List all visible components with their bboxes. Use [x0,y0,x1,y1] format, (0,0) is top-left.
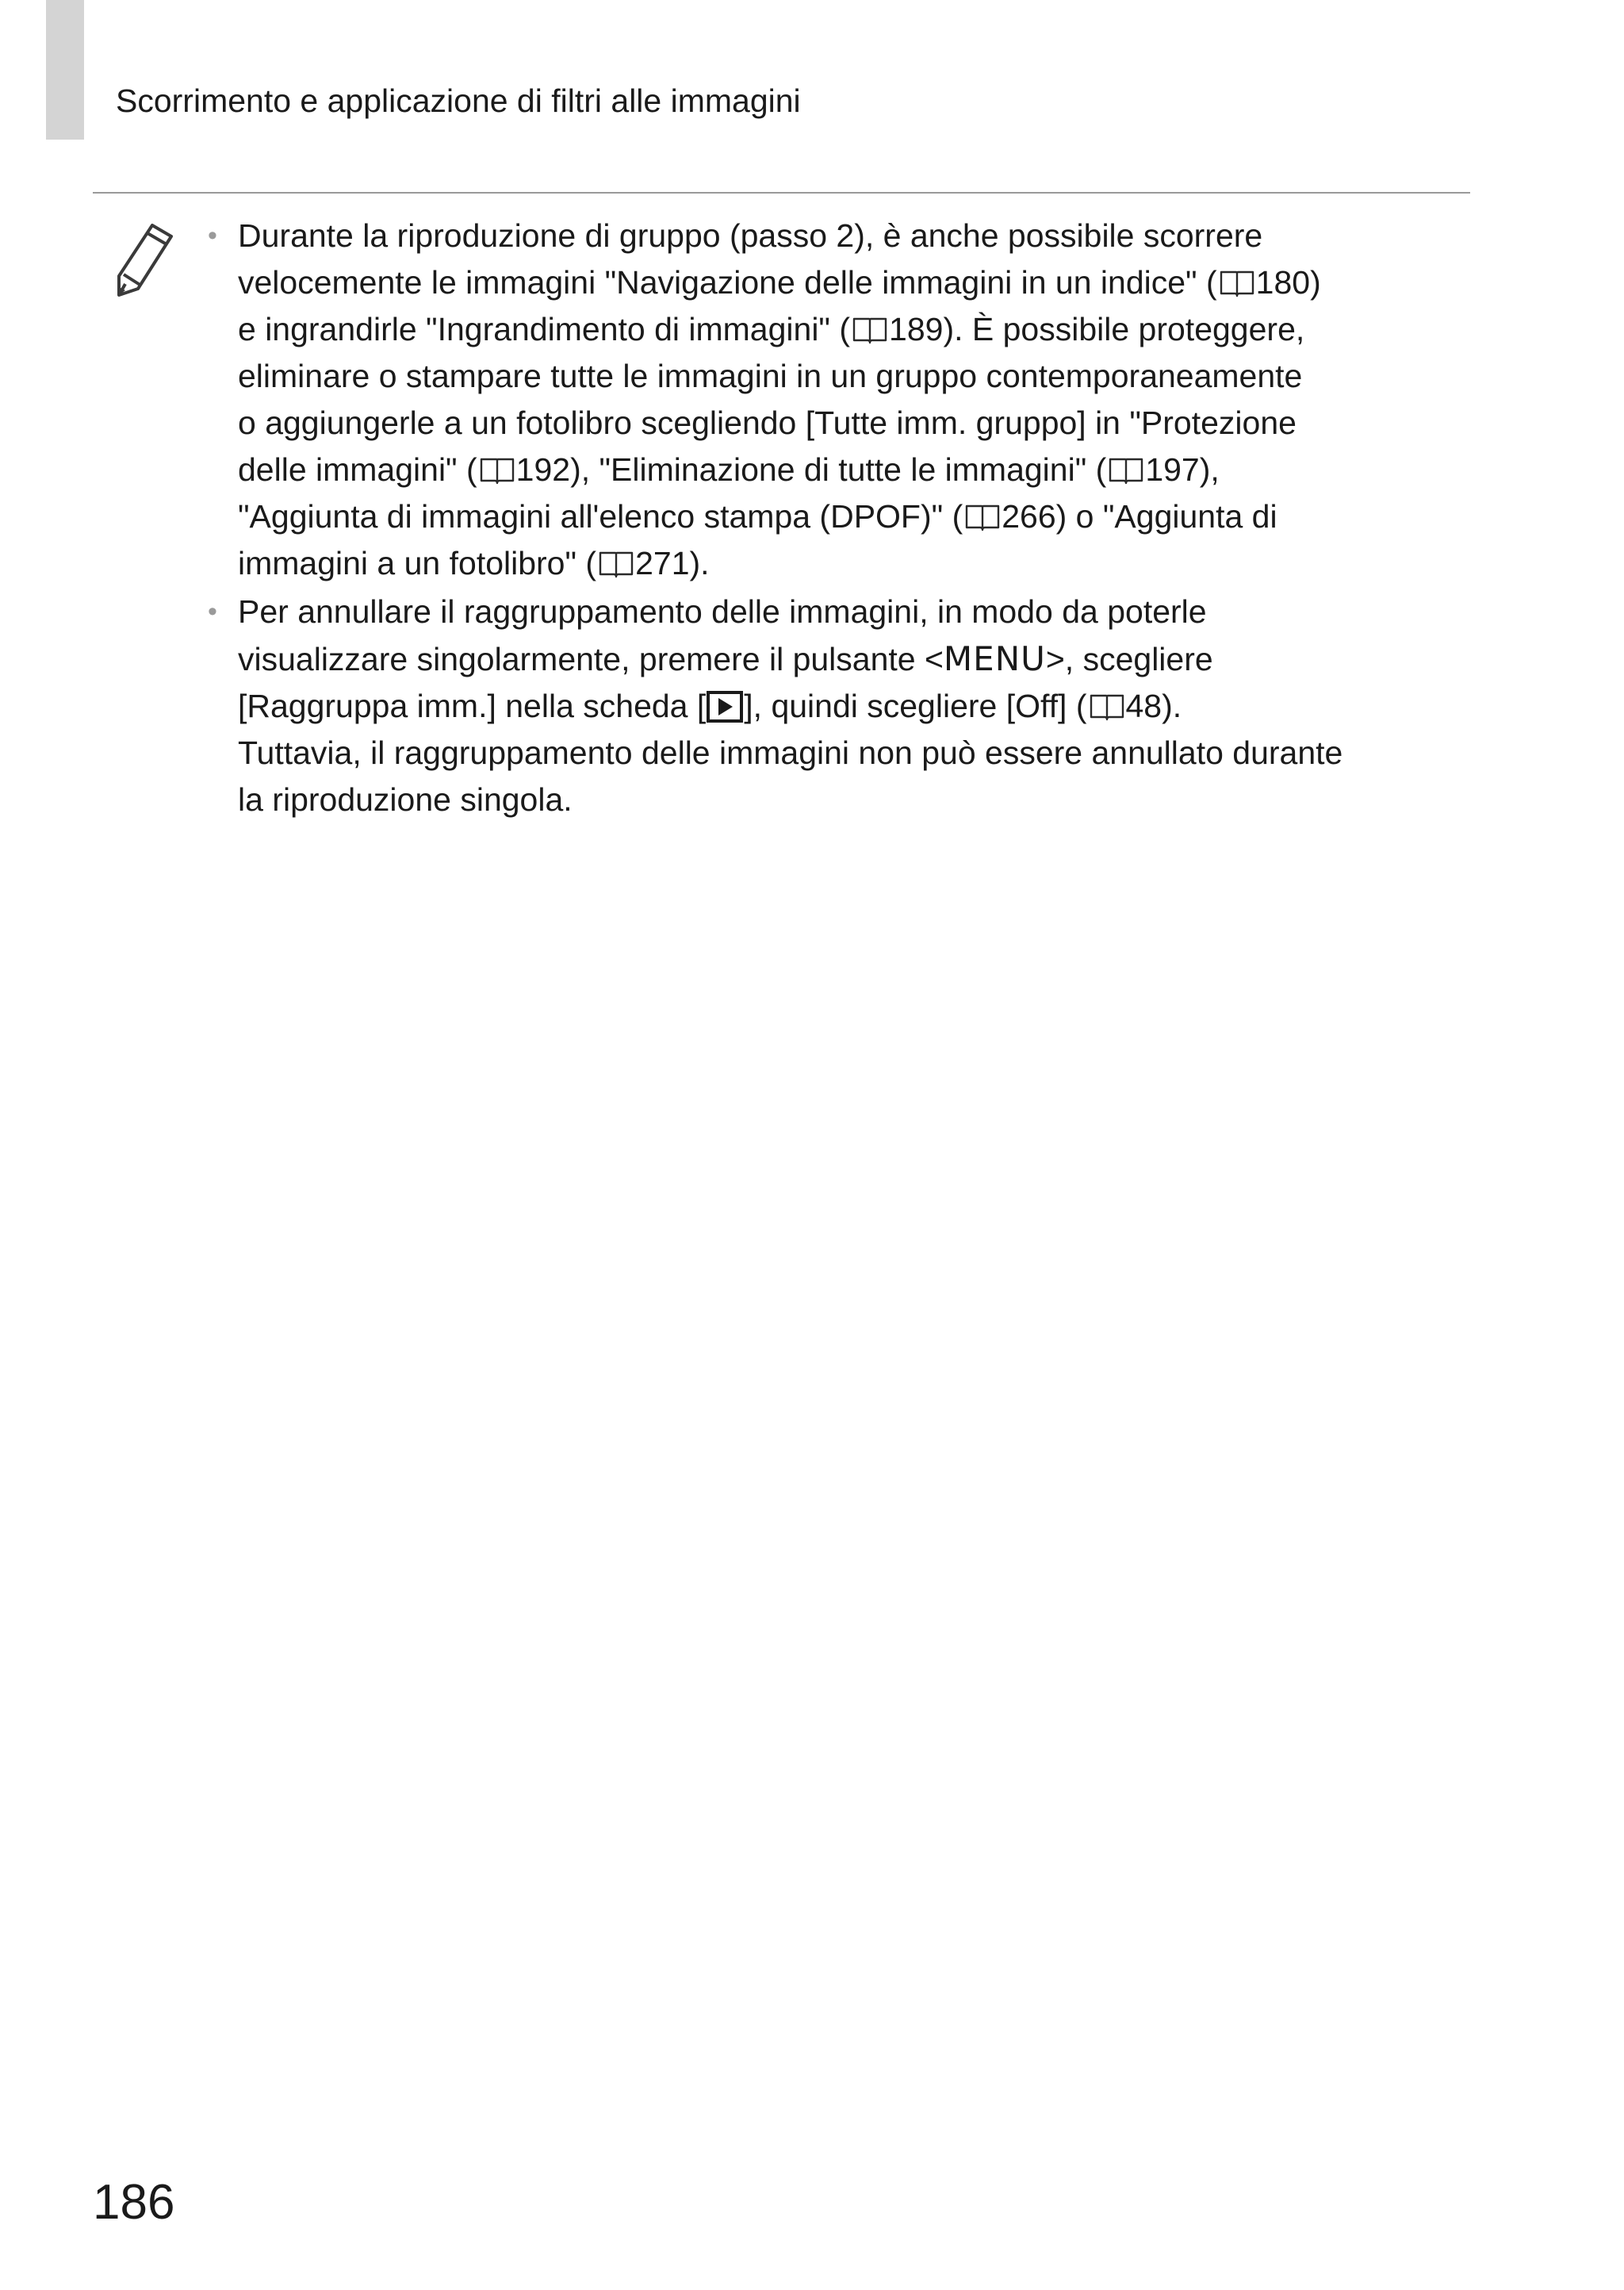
note-line: [Raggruppa imm.] nella scheda [ ], quindi scegliere [Off] ( 48). [238,688,1182,724]
note-line: velocemente le immagini "Navigazione delle immagini in un indice" ( 180) [238,264,1321,301]
book-icon [964,503,1001,531]
book-icon [1219,269,1255,297]
note-line: visualizzare singolarmente, premere il pulsante <MENU>, scegliere [238,639,1213,678]
playback-tab-icon [706,690,744,723]
chapter-side-tab [46,0,84,140]
note-line: eliminare o stampare tutte le immagini in un gruppo contemporaneamente [238,358,1303,394]
note-item [201,213,1486,587]
book-icon [598,550,634,578]
note-line: immagini a un fotolibro" ( 271). [238,545,710,581]
book-icon [1089,692,1125,721]
book-icon [852,316,888,344]
bullet: • [208,596,217,627]
book-icon [479,456,515,485]
note-item [201,589,1486,823]
menu-button-label: MENU [943,639,1046,678]
book-icon [1108,456,1144,485]
header-divider [93,192,1470,194]
bullet: • [208,221,217,251]
note-line: e ingrandirle "Ingrandimento di immagini" ( 189). È possibile proteggere, [238,311,1305,347]
note-line: Per annullare il raggruppamento delle immagini, in modo da poterle [238,593,1207,630]
note-line: Tuttavia, il raggruppamento delle immagini non può essere annullato durante [238,735,1343,771]
note-line: Durante la riproduzione di gruppo (passo 2), è anche possibile scorrere [238,217,1263,254]
note-content [201,213,1486,825]
running-header: Scorrimento e applicazione di filtri alle immagini [116,82,801,119]
pencil-icon [111,221,178,300]
note-line: "Aggiunta di immagini all'elenco stampa (DPOF)" ( 266) o "Aggiunta di [238,498,1277,535]
note-line: o aggiungerle a un fotolibro scegliendo [Tutte imm. gruppo] in "Protezione [238,405,1297,441]
page-number: 186 [93,2175,175,2230]
note-line: la riproduzione singola. [238,781,573,818]
note-line: delle immagini" ( 192), "Eliminazione di tutte le immagini" ( 197), [238,451,1220,488]
